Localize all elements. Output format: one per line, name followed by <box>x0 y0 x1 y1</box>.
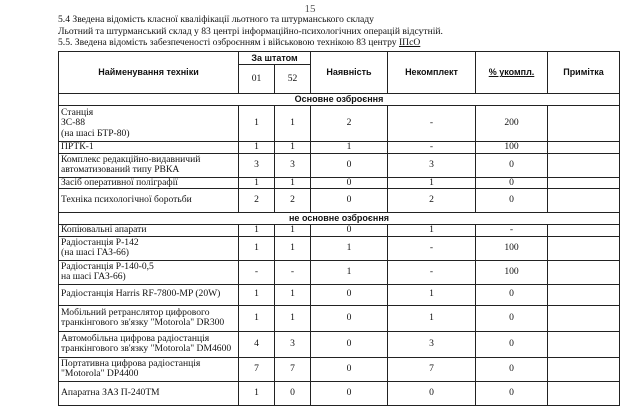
cell-note <box>548 381 620 405</box>
cell-available: 0 <box>311 284 388 305</box>
cell-percent: 100 <box>476 236 548 260</box>
cell-01: 1 <box>239 381 275 405</box>
row-name: ПРТК-1 <box>59 142 239 154</box>
cell-01: 1 <box>239 236 275 260</box>
row-name: Апаратна ЗАЗ П-240ТМ <box>59 381 239 405</box>
row-name: Автомобільна цифрова радіостанція транкінгового зв'язку "Motorola" DM4600 <box>59 331 239 357</box>
cell-01: 1 <box>239 142 275 154</box>
cell-percent: 0 <box>476 153 548 177</box>
cell-percent: - <box>476 225 548 237</box>
table-row <box>59 381 620 405</box>
cell-52: 3 <box>275 331 311 357</box>
cell-incomplete: 1 <box>388 225 476 237</box>
header-available: Наявність <box>311 52 388 94</box>
cell-52: 7 <box>275 357 311 381</box>
cell-52: 2 <box>275 189 311 213</box>
cell-01: 3 <box>239 153 275 177</box>
cell-01: 1 <box>239 305 275 331</box>
cell-52: 1 <box>275 236 311 260</box>
cell-percent: 0 <box>476 284 548 305</box>
cell-available: 0 <box>311 305 388 331</box>
page-number: 15 <box>304 3 316 15</box>
cell-percent: 200 <box>476 106 548 142</box>
cell-incomplete: 1 <box>388 284 476 305</box>
cell-note <box>548 153 620 177</box>
cell-available: 1 <box>311 260 388 284</box>
table-row <box>59 177 620 189</box>
ipso-link[interactable]: ІПсО <box>398 37 421 48</box>
cell-52: 3 <box>275 153 311 177</box>
cell-note <box>548 284 620 305</box>
header-incomplete: Некомплект <box>388 52 476 94</box>
cell-note <box>548 142 620 154</box>
table-row <box>59 189 620 213</box>
header-percent: % укомпл. <box>476 52 548 94</box>
cell-available: 0 <box>311 225 388 237</box>
cell-52: 1 <box>275 142 311 154</box>
row-name: Техніка психологічної боротьби <box>59 189 239 213</box>
section-5-4-title: 5.4 Зведена відомість класної кваліфікації льотного та штурманського складу <box>58 14 374 25</box>
row-name: Станція ЗС-88 (на шасі БТР-80) <box>59 106 239 142</box>
cell-52: 1 <box>275 305 311 331</box>
equipment-table <box>58 51 620 406</box>
table-row <box>59 236 620 260</box>
row-name: Копіювальні апарати <box>59 225 239 237</box>
table-row <box>59 357 620 381</box>
cell-note <box>548 106 620 142</box>
cell-01: 1 <box>239 106 275 142</box>
cell-percent: 100 <box>476 260 548 284</box>
cell-52: 1 <box>275 177 311 189</box>
cell-01: 1 <box>239 284 275 305</box>
table-row <box>59 260 620 284</box>
row-name: Портативна цифрова радіостанція "Motorola" DP4400 <box>59 357 239 381</box>
cell-note <box>548 357 620 381</box>
cell-percent: 0 <box>476 177 548 189</box>
cell-note <box>548 189 620 213</box>
table-row <box>59 284 620 305</box>
cell-percent: 0 <box>476 331 548 357</box>
cell-percent: 0 <box>476 357 548 381</box>
cell-note <box>548 177 620 189</box>
table-row <box>59 331 620 357</box>
cell-available: 0 <box>311 153 388 177</box>
cell-01: - <box>239 260 275 284</box>
cell-note <box>548 236 620 260</box>
cell-52: 1 <box>275 225 311 237</box>
header-staff: За штатом <box>239 52 311 65</box>
row-name: Радіостанція Р-142 (на шасі ГАЗ-66) <box>59 236 239 260</box>
cell-incomplete: 1 <box>388 177 476 189</box>
cell-percent: 0 <box>476 189 548 213</box>
cell-note <box>548 331 620 357</box>
table-row <box>59 142 620 154</box>
header-name: Найменування техніки <box>59 52 239 94</box>
section-5-4-note: Льотний та штурманський склад у 83 центрі інформаційно-психологічних операцій відсутній. <box>58 26 443 37</box>
row-name: Радіостанція Р-140-0,5 на шасі ГАЗ-66) <box>59 260 239 284</box>
header-note: Примітка <box>548 52 620 94</box>
cell-52: - <box>275 260 311 284</box>
cell-incomplete: - <box>388 106 476 142</box>
cell-available: 2 <box>311 106 388 142</box>
cell-incomplete: 0 <box>388 381 476 405</box>
table-row <box>59 106 620 142</box>
cell-percent: 100 <box>476 142 548 154</box>
cell-percent: 0 <box>476 381 548 405</box>
cell-01: 4 <box>239 331 275 357</box>
cell-incomplete: - <box>388 142 476 154</box>
cell-note <box>548 260 620 284</box>
cell-52: 1 <box>275 106 311 142</box>
section-main-weapons: Основне озброєння <box>59 94 620 106</box>
cell-52: 0 <box>275 381 311 405</box>
cell-available: 0 <box>311 357 388 381</box>
row-name: Комплекс редакційно-видавничий автоматизований типу РВКА <box>59 153 239 177</box>
cell-incomplete: - <box>388 236 476 260</box>
cell-incomplete: 2 <box>388 189 476 213</box>
cell-available: 0 <box>311 189 388 213</box>
cell-note <box>548 225 620 237</box>
table-row <box>59 153 620 177</box>
cell-incomplete: 1 <box>388 305 476 331</box>
cell-incomplete: - <box>388 260 476 284</box>
table-row <box>59 225 620 237</box>
cell-incomplete: 3 <box>388 153 476 177</box>
cell-01: 7 <box>239 357 275 381</box>
cell-01: 1 <box>239 177 275 189</box>
cell-01: 1 <box>239 225 275 237</box>
row-name: Радіостанція Harris RF-7800-MP (20W) <box>59 284 239 305</box>
cell-available: 0 <box>311 331 388 357</box>
cell-52: 1 <box>275 284 311 305</box>
row-name: Мобільний ретранслятор цифрового транкінгового зв'язку "Motorola" DR300 <box>59 305 239 331</box>
cell-available: 0 <box>311 381 388 405</box>
section-5-5-title <box>58 37 420 48</box>
section-other-weapons: не основне озброєння <box>59 213 620 225</box>
cell-available: 0 <box>311 177 388 189</box>
header-staff-52: 52 <box>275 65 311 94</box>
cell-incomplete: 3 <box>388 331 476 357</box>
row-name: Засіб оперативної поліграфії <box>59 177 239 189</box>
cell-note <box>548 305 620 331</box>
cell-01: 2 <box>239 189 275 213</box>
cell-available: 1 <box>311 236 388 260</box>
cell-percent: 0 <box>476 305 548 331</box>
header-staff-01: 01 <box>239 65 275 94</box>
cell-incomplete: 7 <box>388 357 476 381</box>
table-row <box>59 305 620 331</box>
section-5-5-title-text: 5.5. Зведена відомість забезпеченості озброєнням і військовою технікою 83 центру <box>58 37 399 48</box>
cell-available: 1 <box>311 142 388 154</box>
